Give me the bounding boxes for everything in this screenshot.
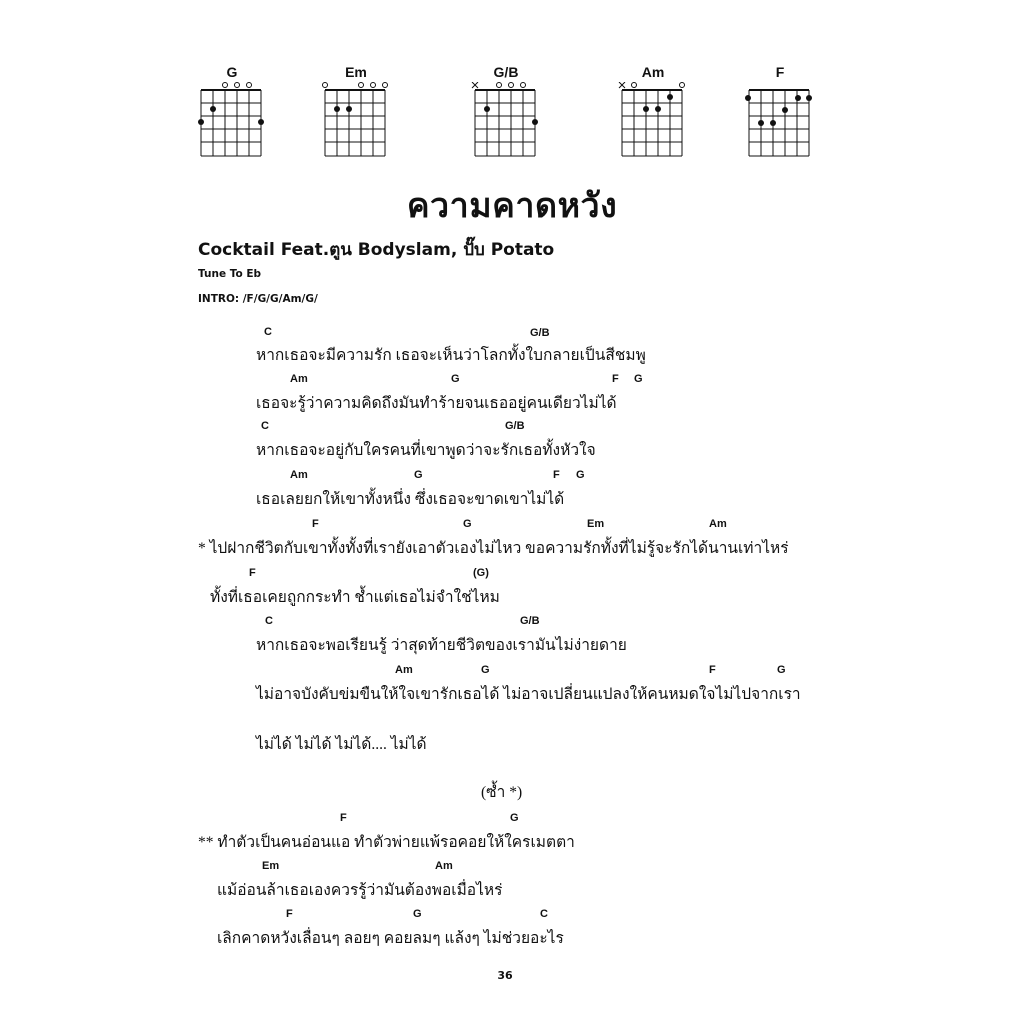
tuning-note: Tune To Eb (198, 268, 262, 280)
chord-label: G (414, 469, 423, 481)
lyric-line: ทั้งที่เธอเคยถูกกระทำ ช้ำแต่เธอไม่จำใช่ไหม (210, 589, 500, 606)
chord-label: G/B (505, 420, 525, 432)
repeat-marker: (ซ้ำ *) (481, 784, 523, 801)
chord-label: F (249, 567, 256, 579)
chord-label: C (264, 326, 272, 338)
chord-label: Am (435, 860, 453, 872)
song-title: ความคาดหวัง (406, 186, 618, 226)
chord-label: F (612, 373, 619, 385)
chord-label: Em (587, 518, 605, 530)
lyric-line: ** ทำตัวเป็นคนอ่อนแอ ทำตัวพ่ายแพ้รอคอยให้ใครเมตตา (198, 834, 575, 851)
chord-label: G (463, 518, 472, 530)
chord-label: F (312, 518, 319, 530)
chord-label: Am (709, 518, 727, 530)
chord-label: G/B (520, 615, 540, 627)
lyric-line: แม้อ่อนล้าเธอเองควรรู้ว่ามันต้องพอเมื่อไหร่ (217, 882, 503, 899)
lyric-line: เธอจะรู้ว่าความคิดถึงมันทำร้ายจนเธออยู่คนเดียวไม่ได้ (256, 395, 617, 412)
chord-label: Em (262, 860, 280, 872)
intro-chords: INTRO: /F/G/G/Am/G/ (198, 293, 318, 305)
lyric-line: * ไปฝากชีวิตกับเขาทั้งทั้งที่เรายังเอาตัวเองไม่ไหว ขอความรักทั้งที่ไม่รู้จะรักได้นานเท่าไหร่ (198, 540, 789, 557)
chord-diagram-name: Am (641, 64, 665, 80)
chord-label: Am (290, 469, 308, 481)
chord-label: G (510, 812, 519, 824)
chord-label: G (451, 373, 460, 385)
chord-label: Am (395, 664, 413, 676)
lyric-line: เลิกคาดหวังเลื่อนๆ ลอยๆ คอยลมๆ แล้งๆ ไม่ช่วยอะไร (217, 930, 564, 947)
chord-label: C (540, 908, 548, 920)
lyric-line: หากเธอจะพอเรียนรู้ ว่าสุดท้ายชีวิตของเรามันไม่ง่ายดาย (256, 637, 627, 654)
chord-label: F (286, 908, 293, 920)
chord-label: G (634, 373, 643, 385)
song-artist: Cocktail Feat.ตูน Bodyslam, ปั๊บ Potato (198, 240, 555, 260)
page-number: 36 (497, 969, 513, 982)
chord-label: C (265, 615, 273, 627)
chord-label: G (777, 664, 786, 676)
lyric-line: หากเธอจะมีความรัก เธอจะเห็นว่าโลกทั้งใบกลายเป็นสีชมพู (256, 347, 646, 364)
chord-label: F (709, 664, 716, 676)
chord-label: G/B (530, 327, 550, 339)
chord-label: G (576, 469, 585, 481)
chord-label: G (413, 908, 422, 920)
lyric-line: ไม่ได้ ไม่ได้ ไม่ได้.... ไม่ได้ (256, 736, 427, 753)
lyric-line: ไม่อาจบังคับข่มขืนให้ใจเขารักเธอได้ ไม่อาจเปลี่ยนแปลงให้คนหมดใจไม่ไปจากเรา (256, 686, 801, 703)
chord-label: Am (290, 373, 308, 385)
lyric-line: หากเธอจะอยู่กับใครคนที่เขาพูดว่าจะรักเธอทั้งหัวใจ (256, 442, 596, 459)
chord-label: G (481, 664, 490, 676)
chord-diagram-name: G/B (493, 64, 519, 80)
lyric-line: เธอเลยยกให้เขาทั้งหนึ่ง ซึ่งเธอจะขาดเขาไม่ได้ (256, 491, 565, 508)
chord-diagram-name: Em (345, 64, 367, 80)
chord-label: (G) (473, 567, 489, 579)
chord-label: C (261, 420, 269, 432)
chord-label: F (340, 812, 347, 824)
chord-diagram-name: F (775, 64, 785, 80)
chord-diagram-name: G (226, 64, 238, 80)
chord-label: F (553, 469, 560, 481)
